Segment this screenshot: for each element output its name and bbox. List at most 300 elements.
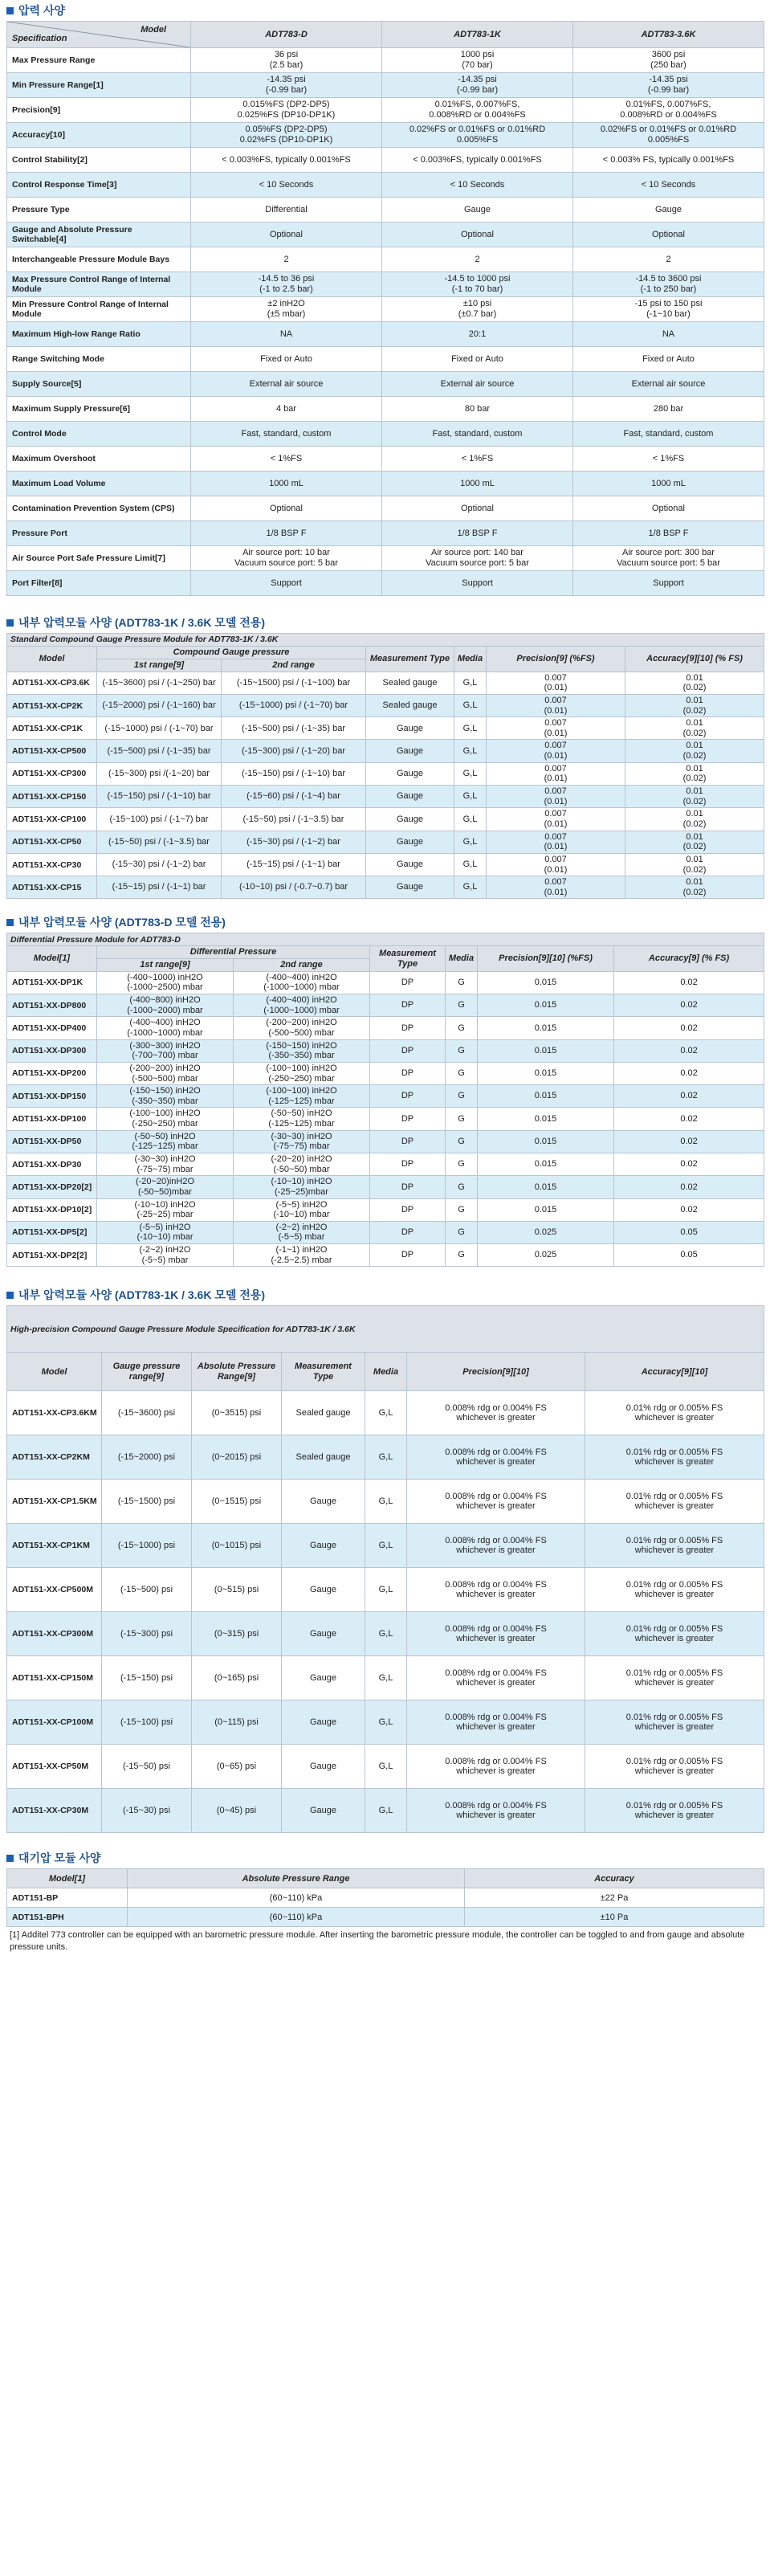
- table-cell: G,L: [365, 1745, 407, 1789]
- table-cell: (-15~3600) psi: [102, 1391, 192, 1435]
- table-row: [7, 717, 764, 740]
- row-label: Control Stability[2]: [7, 148, 191, 173]
- table-cell: 0.015: [478, 1039, 614, 1062]
- table-cell: NA: [191, 322, 382, 347]
- col-header: Accuracy[9][10]: [585, 1353, 764, 1391]
- table-cell: (-200~200) inH2O (-500~500) mbar: [97, 1062, 234, 1084]
- row-label: Gauge and Absolute Pressure Switchable[4]: [7, 222, 191, 247]
- section-title-compound-module: 내부 압력모듈 사양 (ADT783-1K / 3.6K 모델 전용): [6, 612, 764, 633]
- table-cell: 0.007 (0.01): [487, 876, 625, 899]
- row-label: Range Switching Mode: [7, 347, 191, 372]
- table-cell: Gauge: [282, 1524, 365, 1568]
- table-cell: 0.01 (0.02): [625, 740, 764, 762]
- table-cell: -14.5 to 36 psi (-1 to 2.5 bar): [191, 272, 382, 297]
- table-cell: (-150~150) inH2O (-350~350) mbar: [97, 1085, 234, 1108]
- table-cell: (0~515) psi: [192, 1568, 282, 1612]
- table-cell: 0.007 (0.01): [487, 672, 625, 694]
- table-cell: 0.015: [478, 994, 614, 1017]
- table-cell: G,L: [454, 831, 487, 853]
- table-cell: 0.015: [478, 1085, 614, 1108]
- table-cell: G: [446, 1244, 478, 1267]
- table-cell: G: [446, 994, 478, 1017]
- table-cell: Support: [573, 571, 764, 596]
- table-cell: 0.025: [478, 1221, 614, 1243]
- table-cell: G,L: [365, 1612, 407, 1656]
- table-row: [7, 472, 764, 496]
- table-row: [7, 762, 764, 785]
- table-cell: Optional: [191, 222, 382, 247]
- table-cell: (-15~100) psi: [102, 1700, 192, 1745]
- col-header: Absolute Pressure Range[9]: [192, 1353, 282, 1391]
- table-row: [7, 123, 764, 148]
- table-row: [7, 740, 764, 762]
- table-row: [7, 1198, 764, 1221]
- table-cell: (-15~50) psi / (-1~3.5) bar: [97, 831, 222, 853]
- table-row: [7, 876, 764, 899]
- table-cell: 0.01 (0.02): [625, 762, 764, 785]
- table-row: [7, 247, 764, 272]
- table-cell: < 10 Seconds: [573, 173, 764, 198]
- table-cell: 0.02%FS or 0.01%FS or 0.01%RD 0.005%FS: [382, 123, 573, 148]
- table-cell: 0.02: [614, 1039, 764, 1062]
- col-header: Model[1]: [7, 946, 97, 971]
- table-cell: External air source: [573, 372, 764, 397]
- table-cell: Air source port: 140 bar Vacuum source port: 5 bar: [382, 546, 573, 571]
- section-title-pressure-spec: 압력 사양: [6, 0, 764, 21]
- row-label: Maximum Overshoot: [7, 447, 191, 472]
- section-title-differential-module: 내부 압력모듈 사양 (ADT783-D 모델 전용): [6, 912, 764, 933]
- table-cell: 0.01% rdg or 0.005% FS whichever is greater: [585, 1745, 764, 1789]
- table-cell: 0.02%FS or 0.01%FS or 0.01%RD 0.005%FS: [573, 123, 764, 148]
- table-cell: < 0.003% FS, typically 0.001%FS: [573, 148, 764, 173]
- differential-module-table: [6, 933, 764, 1267]
- table-cell: 2: [382, 247, 573, 272]
- table-cell: 1/8 BSP F: [573, 521, 764, 546]
- table-row: [7, 1568, 764, 1612]
- table-cell: Fast, standard, custom: [573, 422, 764, 447]
- table-row: [7, 994, 764, 1017]
- table-cell: (-100~100) inH2O (-250~250) mbar: [97, 1108, 234, 1130]
- row-label: Control Response Time[3]: [7, 173, 191, 198]
- table-cell: 0.01% rdg or 0.005% FS whichever is greater: [585, 1480, 764, 1524]
- table-cell: G,L: [454, 717, 487, 740]
- table-cell: (-15~150) psi / (-1~10) bar: [97, 786, 222, 808]
- table-cell: 0.02: [614, 994, 764, 1017]
- model-name: ADT151-XX-CP1.5KM: [7, 1480, 102, 1524]
- table-cell: Sealed gauge: [366, 694, 454, 716]
- table-cell: Gauge: [282, 1612, 365, 1656]
- table-cell: ±2 inH2O (±5 mbar): [191, 297, 382, 322]
- table-cell: 0.01% rdg or 0.005% FS whichever is greater: [585, 1789, 764, 1833]
- table-cell: Fixed or Auto: [191, 347, 382, 372]
- table-cell: G: [446, 1176, 478, 1198]
- table-cell: 0.007 (0.01): [487, 831, 625, 853]
- table-cell: Fixed or Auto: [573, 347, 764, 372]
- table-cell: 0.007 (0.01): [487, 808, 625, 831]
- table-cell: 0.008% rdg or 0.004% FS whichever is greater: [407, 1391, 585, 1435]
- table-cell: (-400~400) inH2O (-1000~1000) mbar: [234, 971, 370, 994]
- table-row: [7, 173, 764, 198]
- table-row: [7, 372, 764, 397]
- table-cell: DP: [370, 1039, 446, 1062]
- model-name: ADT151-XX-DP20[2]: [7, 1176, 97, 1198]
- table-cell: Gauge: [282, 1656, 365, 1700]
- table-cell: 0.01% rdg or 0.005% FS whichever is greater: [585, 1612, 764, 1656]
- table-cell: < 10 Seconds: [382, 173, 573, 198]
- table-cell: 0.008% rdg or 0.004% FS whichever is greater: [407, 1700, 585, 1745]
- table-row: [7, 1480, 764, 1524]
- table-cell: G,L: [365, 1656, 407, 1700]
- table-cell: 0.015: [478, 1176, 614, 1198]
- table-cell: DP: [370, 1130, 446, 1153]
- table-row: [7, 1108, 764, 1130]
- table-row: [7, 397, 764, 422]
- table-cell: 0.01 (0.02): [625, 672, 764, 694]
- table-cell: Optional: [382, 496, 573, 521]
- model-name: ADT151-XX-DP30: [7, 1153, 97, 1175]
- table-cell: (-2~2) inH2O (-5~5) mbar: [97, 1244, 234, 1267]
- table-cell: (-10~10) inH2O (-25~25)mbar: [234, 1176, 370, 1198]
- table-cell: (-15~300) psi: [102, 1612, 192, 1656]
- high-precision-module-table: [6, 1305, 764, 1833]
- model-header: ADT783-3.6K: [573, 22, 764, 48]
- table-cell: Gauge: [366, 853, 454, 876]
- model-name: ADT151-XX-DP100: [7, 1108, 97, 1130]
- table-cell: DP: [370, 1108, 446, 1130]
- table-cell: Sealed gauge: [366, 672, 454, 694]
- table-cell: < 1%FS: [573, 447, 764, 472]
- row-label: Maximum Supply Pressure[6]: [7, 397, 191, 422]
- table-cell: External air source: [382, 372, 573, 397]
- row-label: Control Mode: [7, 422, 191, 447]
- table-cell: G,L: [365, 1524, 407, 1568]
- table-row: [7, 322, 764, 347]
- table-cell: (-15~1500) psi: [102, 1480, 192, 1524]
- table-cell: Gauge: [366, 808, 454, 831]
- table-cell: (-400~1000) inH2O (-1000~2500) mbar: [97, 971, 234, 994]
- col-header: Precision[9] (%FS): [487, 647, 625, 672]
- table-cell: (-15~30) psi: [102, 1789, 192, 1833]
- table-cell: Gauge: [573, 198, 764, 222]
- table-cell: (-1~1) inH2O (-2.5~2.5) mbar: [234, 1244, 370, 1267]
- table-cell: 2: [573, 247, 764, 272]
- table-cell: 0.015: [478, 1062, 614, 1084]
- table-cell: (-15~150) psi: [102, 1656, 192, 1700]
- table-cell: Gauge: [282, 1568, 365, 1612]
- table-cell: (-5~5) inH2O (-10~10) mbar: [97, 1221, 234, 1243]
- table-cell: 0.01%FS, 0.007%FS, 0.008%RD or 0.004%FS: [573, 98, 764, 123]
- table-caption: High-precision Compound Gauge Pressure Module Specification for ADT783-1K / 3.6K: [7, 1306, 764, 1353]
- table-cell: 0.008% rdg or 0.004% FS whichever is greater: [407, 1789, 585, 1833]
- table-cell: 0.01 (0.02): [625, 694, 764, 716]
- table-cell: (-15~50) psi / (-1~3.5) bar: [222, 808, 366, 831]
- table-cell: 0.015: [478, 971, 614, 994]
- table-cell: 280 bar: [573, 397, 764, 422]
- section-title-barometric-module: 대기압 모듈 사양: [6, 1847, 764, 1868]
- table-cell: (-15~500) psi / (-1~35) bar: [97, 740, 222, 762]
- table-cell: G,L: [365, 1435, 407, 1480]
- col-header: Media: [454, 647, 487, 672]
- table-cell: Gauge: [366, 717, 454, 740]
- table-row: [7, 1700, 764, 1745]
- table-cell: Gauge: [366, 762, 454, 785]
- table-cell: (-150~150) inH2O (-350~350) mbar: [234, 1039, 370, 1062]
- table-row: [7, 808, 764, 831]
- table-cell: < 10 Seconds: [191, 173, 382, 198]
- table-cell: ±22 Pa: [465, 1888, 764, 1908]
- table-cell: G,L: [454, 762, 487, 785]
- table-row: [7, 672, 764, 694]
- table-cell: External air source: [191, 372, 382, 397]
- table-cell: DP: [370, 971, 446, 994]
- table-row: [7, 1908, 764, 1927]
- table-cell: 20:1: [382, 322, 573, 347]
- table-cell: Gauge: [366, 786, 454, 808]
- table-cell: 0.01% rdg or 0.005% FS whichever is greater: [585, 1700, 764, 1745]
- table-row: [7, 1656, 764, 1700]
- table-cell: Optional: [573, 222, 764, 247]
- col-header: Media: [365, 1353, 407, 1391]
- model-name: ADT151-XX-CP50: [7, 831, 97, 853]
- table-cell: G: [446, 1108, 478, 1130]
- row-label: Accuracy[10]: [7, 123, 191, 148]
- table-cell: G,L: [454, 876, 487, 899]
- model-name: ADT151-XX-CP1KM: [7, 1524, 102, 1568]
- table-cell: (0~65) psi: [192, 1745, 282, 1789]
- square-bullet-icon: [6, 7, 14, 14]
- table-cell: 4 bar: [191, 397, 382, 422]
- table-cell: (0~2015) psi: [192, 1435, 282, 1480]
- table-cell: 80 bar: [382, 397, 573, 422]
- col-header: Precision[9][10] (%FS): [478, 946, 614, 971]
- table-cell: 0.015: [478, 1198, 614, 1221]
- table-cell: Gauge: [282, 1789, 365, 1833]
- table-cell: 0.015: [478, 1130, 614, 1153]
- table-cell: (-400~400) inH2O (-1000~1000) mbar: [97, 1017, 234, 1039]
- row-label: Interchangeable Pressure Module Bays: [7, 247, 191, 272]
- table-cell: G,L: [365, 1480, 407, 1524]
- table-cell: 0.025: [478, 1244, 614, 1267]
- table-cell: G: [446, 1039, 478, 1062]
- row-label: Max Pressure Range: [7, 48, 191, 73]
- table-cell: 0.01 (0.02): [625, 808, 764, 831]
- row-label: Pressure Type: [7, 198, 191, 222]
- table-row: [7, 1221, 764, 1243]
- table-cell: -14.5 to 1000 psi (-1 to 70 bar): [382, 272, 573, 297]
- table-cell: Fast, standard, custom: [191, 422, 382, 447]
- table-cell: G: [446, 1017, 478, 1039]
- table-cell: (-20~20) inH2O (-50~50) mbar: [234, 1153, 370, 1175]
- table-row: [7, 198, 764, 222]
- table-caption: Differential Pressure Module for ADT783-D: [7, 933, 764, 946]
- col-header: 1st range[9]: [97, 959, 234, 972]
- table-cell: G,L: [365, 1789, 407, 1833]
- table-row: [7, 222, 764, 247]
- model-name: ADT151-XX-CP100: [7, 808, 97, 831]
- col-header: 2nd range: [222, 659, 366, 672]
- model-name: ADT151-XX-DP800: [7, 994, 97, 1017]
- table-cell: 0.05: [614, 1244, 764, 1267]
- table-cell: (0~315) psi: [192, 1612, 282, 1656]
- table-cell: < 0.003%FS, typically 0.001%FS: [382, 148, 573, 173]
- table-cell: 0.015%FS (DP2-DP5) 0.025%FS (DP10-DP1K): [191, 98, 382, 123]
- row-label: Min Pressure Range[1]: [7, 73, 191, 98]
- table-cell: 1000 mL: [573, 472, 764, 496]
- table-cell: Gauge: [366, 876, 454, 899]
- table-row: [7, 786, 764, 808]
- table-cell: 0.01%FS, 0.007%FS, 0.008%RD or 0.004%FS: [382, 98, 573, 123]
- model-name: ADT151-XX-DP1K: [7, 971, 97, 994]
- model-name: ADT151-XX-CP1K: [7, 717, 97, 740]
- table-cell: ±10 Pa: [465, 1908, 764, 1927]
- col-header: Measurement Type: [370, 946, 446, 971]
- table-row: [7, 1524, 764, 1568]
- table-cell: (-15~500) psi / (-1~35) bar: [222, 717, 366, 740]
- table-cell: (60~110) kPa: [128, 1908, 465, 1927]
- table-cell: G,L: [454, 808, 487, 831]
- model-name: ADT151-XX-CP50M: [7, 1745, 102, 1789]
- model-name: ADT151-XX-DP50: [7, 1130, 97, 1153]
- table-cell: 3600 psi (250 bar): [573, 48, 764, 73]
- table-cell: (-15~2000) psi: [102, 1435, 192, 1480]
- table-cell: 1000 mL: [191, 472, 382, 496]
- table-cell: -14.5 to 3600 psi (-1 to 250 bar): [573, 272, 764, 297]
- table-cell: (0~45) psi: [192, 1789, 282, 1833]
- table-cell: G: [446, 1130, 478, 1153]
- table-cell: (-15~1500) psi / (-1~100) bar: [222, 672, 366, 694]
- col-header: Accuracy[9][10] (% FS): [625, 647, 764, 672]
- table-cell: 0.007 (0.01): [487, 717, 625, 740]
- table-cell: Fixed or Auto: [382, 347, 573, 372]
- col-header: Model: [7, 1353, 102, 1391]
- table-row: [7, 1244, 764, 1267]
- table-row: [7, 347, 764, 372]
- row-label: Maximum High-low Range Ratio: [7, 322, 191, 347]
- table-cell: (-200~200) inH2O (-500~500) mbar: [234, 1017, 370, 1039]
- table-cell: G,L: [454, 786, 487, 808]
- model-name: ADT151-XX-CP3.6K: [7, 672, 97, 694]
- table-row: [7, 831, 764, 853]
- table-cell: 0.01% rdg or 0.005% FS whichever is greater: [585, 1568, 764, 1612]
- table-cell: 0.007 (0.01): [487, 740, 625, 762]
- table-row: [7, 1130, 764, 1153]
- col-header: Measurement Type: [366, 647, 454, 672]
- model-name: ADT151-XX-CP500M: [7, 1568, 102, 1612]
- table-cell: G,L: [454, 853, 487, 876]
- table-cell: -15 psi to 150 psi (-1~10 bar): [573, 297, 764, 322]
- table-row: [7, 1085, 764, 1108]
- square-bullet-icon: [6, 1855, 14, 1862]
- model-name: ADT151-XX-DP200: [7, 1062, 97, 1084]
- table-row: [7, 272, 764, 297]
- model-name: ADT151-XX-CP300: [7, 762, 97, 785]
- col-header: Model[1]: [7, 1869, 128, 1888]
- table-cell: 2: [191, 247, 382, 272]
- model-name: ADT151-XX-CP15: [7, 876, 97, 899]
- table-cell: 0.01% rdg or 0.005% FS whichever is greater: [585, 1391, 764, 1435]
- table-cell: -14.35 psi (-0.99 bar): [573, 73, 764, 98]
- table-row: [7, 1612, 764, 1656]
- model-name: ADT151-BP: [7, 1888, 128, 1908]
- table-cell: (-15~500) psi: [102, 1568, 192, 1612]
- table-cell: 0.01 (0.02): [625, 876, 764, 899]
- table-cell: (-15~100) psi / (-1~7) bar: [97, 808, 222, 831]
- model-name: ADT151-XX-CP2KM: [7, 1435, 102, 1480]
- table-cell: G: [446, 1062, 478, 1084]
- table-row: [7, 447, 764, 472]
- model-name: ADT151-XX-DP10[2]: [7, 1198, 97, 1221]
- table-cell: Gauge: [282, 1700, 365, 1745]
- table-cell: (-10~10) psi / (-0.7~0.7) bar: [222, 876, 366, 899]
- table-cell: (-5~5) inH2O (-10~10) mbar: [234, 1198, 370, 1221]
- table-cell: 0.008% rdg or 0.004% FS whichever is greater: [407, 1745, 585, 1789]
- table-cell: Gauge: [282, 1745, 365, 1789]
- row-label: Supply Source[5]: [7, 372, 191, 397]
- table-cell: (-15~1000) psi / (-1~70) bar: [97, 717, 222, 740]
- table-cell: 36 psi (2.5 bar): [191, 48, 382, 73]
- table-cell: 0.007 (0.01): [487, 694, 625, 716]
- compound-gauge-module-table: [6, 633, 764, 899]
- table-cell: 0.02: [614, 1108, 764, 1130]
- table-cell: DP: [370, 1176, 446, 1198]
- table-cell: 0.01 (0.02): [625, 786, 764, 808]
- table-cell: DP: [370, 1221, 446, 1243]
- model-header: ADT783-1K: [382, 22, 573, 48]
- table-cell: DP: [370, 1062, 446, 1084]
- table-cell: Gauge: [366, 740, 454, 762]
- table-row: [7, 1745, 764, 1789]
- table-cell: (0~1515) psi: [192, 1480, 282, 1524]
- model-name: ADT151-XX-CP30: [7, 853, 97, 876]
- table-cell: 0.02: [614, 1062, 764, 1084]
- table-cell: (-15~30) psi / (-1~2) bar: [222, 831, 366, 853]
- table-cell: 0.015: [478, 1153, 614, 1175]
- table-cell: (-30~30) inH2O (-75~75) mbar: [234, 1130, 370, 1153]
- table-cell: Gauge: [366, 831, 454, 853]
- table-cell: 0.02: [614, 1085, 764, 1108]
- table-cell: (0~1015) psi: [192, 1524, 282, 1568]
- col-header: Differential Pressure: [97, 946, 370, 959]
- table-cell: 0.007 (0.01): [487, 853, 625, 876]
- table-cell: 0.01 (0.02): [625, 717, 764, 740]
- table-cell: < 1%FS: [382, 447, 573, 472]
- table-cell: NA: [573, 322, 764, 347]
- table-cell: 0.01 (0.02): [625, 853, 764, 876]
- table-cell: 1000 psi (70 bar): [382, 48, 573, 73]
- table-cell: Gauge: [382, 198, 573, 222]
- table-cell: 0.01% rdg or 0.005% FS whichever is greater: [585, 1524, 764, 1568]
- col-header: Measurement Type: [282, 1353, 365, 1391]
- square-bullet-icon: [6, 619, 14, 627]
- table-cell: (0~115) psi: [192, 1700, 282, 1745]
- col-header: 2nd range: [234, 959, 370, 972]
- col-header: Absolute Pressure Range: [128, 1869, 465, 1888]
- table-cell: (-15~30) psi / (-1~2) bar: [97, 853, 222, 876]
- table-cell: G,L: [454, 740, 487, 762]
- row-label: Pressure Port: [7, 521, 191, 546]
- table-row: [7, 422, 764, 447]
- model-name: ADT151-XX-DP300: [7, 1039, 97, 1062]
- table-cell: (-15~50) psi: [102, 1745, 192, 1789]
- model-name: ADT151-XX-DP150: [7, 1085, 97, 1108]
- table-cell: (-15~1000) psi: [102, 1524, 192, 1568]
- table-cell: Air source port: 300 bar Vacuum source port: 5 bar: [573, 546, 764, 571]
- table-row: [7, 1391, 764, 1435]
- table-cell: (0~3515) psi: [192, 1391, 282, 1435]
- table-cell: Gauge: [282, 1480, 365, 1524]
- table-cell: (-2~2) inH2O (-5~5) mbar: [234, 1221, 370, 1243]
- table-cell: Optional: [191, 496, 382, 521]
